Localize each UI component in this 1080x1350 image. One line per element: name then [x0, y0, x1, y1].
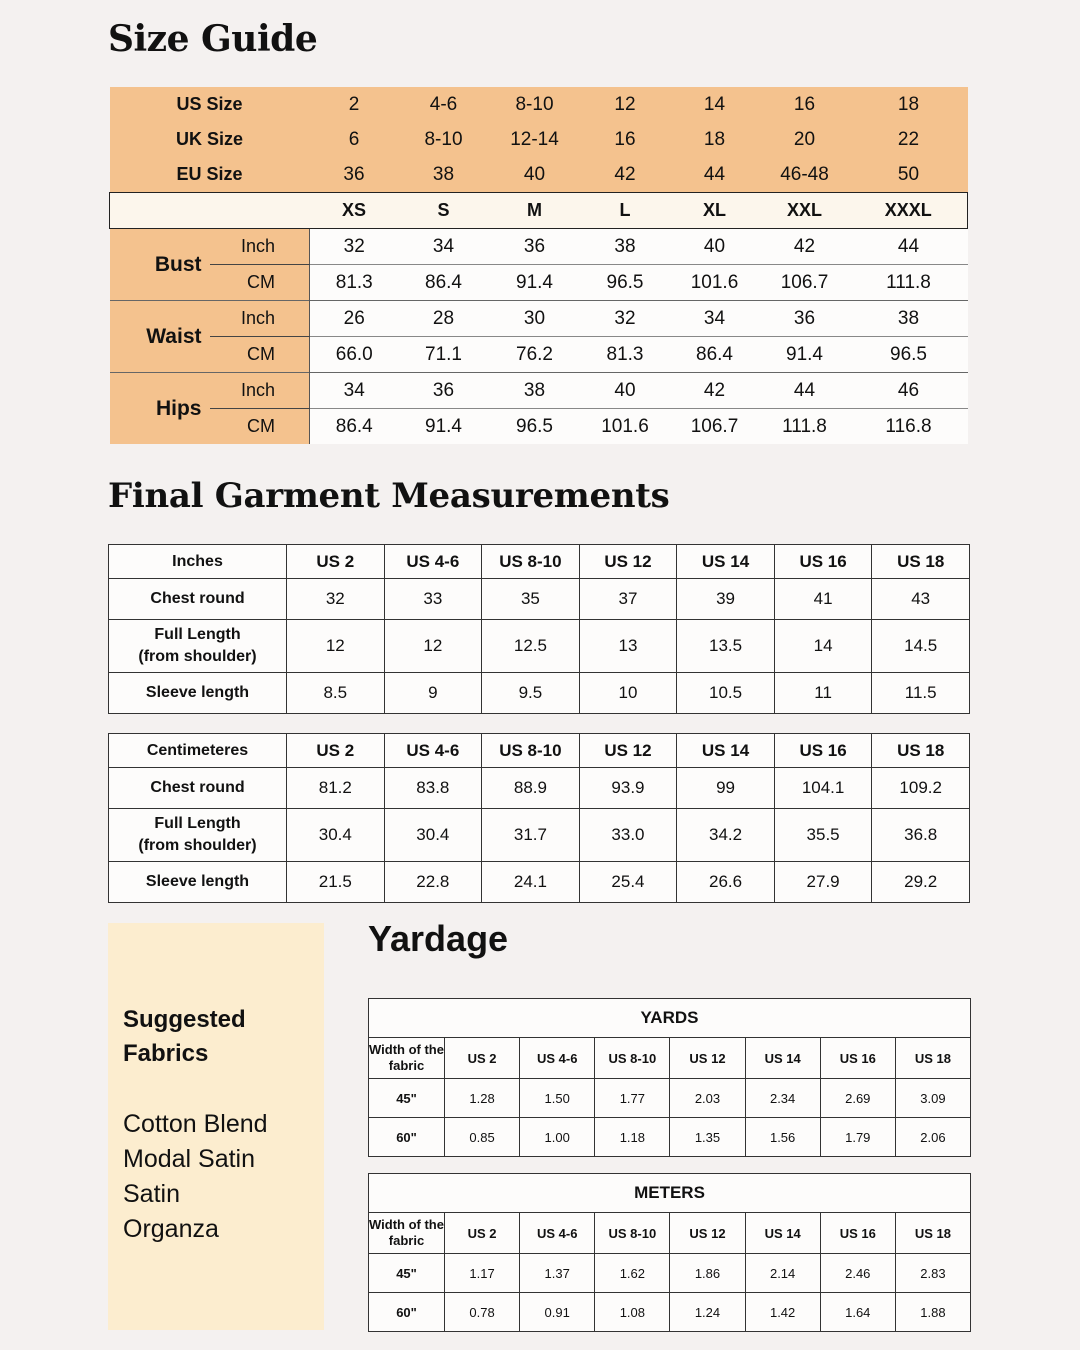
row-label — [109, 579, 287, 620]
fabrics-list — [123, 1107, 268, 1247]
table-cell: 25.4 — [579, 862, 677, 903]
table-cell: 104.1 — [774, 768, 872, 809]
measurement-value: 44 — [850, 229, 968, 265]
table-cell: 29.2 — [872, 862, 970, 903]
measurement-value: 38 — [850, 301, 968, 337]
table-cell: 83.8 — [384, 768, 482, 809]
column-header: US 16 — [820, 1038, 895, 1079]
table-cell: 33.0 — [579, 809, 677, 862]
measurement-value: 42 — [760, 229, 850, 265]
measurement-value: 34 — [310, 373, 399, 409]
table-cell: 2.03 — [670, 1079, 745, 1118]
measurement-value: 28 — [399, 301, 489, 337]
table-cell: 13.5 — [677, 620, 775, 673]
table-cell: 27.9 — [774, 862, 872, 903]
table-cell: 1.42 — [745, 1293, 820, 1332]
size-system-label: US Size — [110, 87, 310, 122]
table-cell: 1.79 — [820, 1118, 895, 1157]
row-label-line2: (from shoulder) — [138, 648, 257, 665]
measurement-value: 86.4 — [399, 265, 489, 301]
measurement-value: 91.4 — [399, 409, 489, 445]
column-header: US 12 — [579, 545, 677, 579]
row-label-line1: Chest round — [150, 590, 245, 607]
yardage-meters-table — [368, 1173, 971, 1332]
table-cell: 1.28 — [445, 1079, 520, 1118]
size-value-cell: 42 — [581, 157, 670, 193]
column-header: US 2 — [287, 545, 385, 579]
size-value-cell: 16 — [581, 122, 670, 157]
header-row — [369, 1213, 971, 1254]
table-cell: 1.62 — [595, 1254, 670, 1293]
table-caption: YARDS — [369, 999, 971, 1038]
size-value-cell: 2 — [310, 87, 399, 122]
column-header: US 16 — [774, 734, 872, 768]
fabrics-title-line2: Fabrics — [123, 1040, 209, 1067]
table-cell: 14.5 — [872, 620, 970, 673]
unit-label-inch: Inch — [210, 373, 310, 409]
row-label-line1: Full Length — [154, 815, 241, 832]
size-system-label: UK Size — [110, 122, 310, 157]
caption-row — [369, 999, 971, 1038]
table-cell: 1.17 — [445, 1254, 520, 1293]
size-value-cell: 46-48 — [760, 157, 850, 193]
header-row — [369, 1038, 971, 1079]
measurement-value: 101.6 — [581, 409, 670, 445]
size-value-cell: 50 — [850, 157, 968, 193]
column-header: US 16 — [820, 1213, 895, 1254]
size-system-row — [110, 87, 968, 122]
measurement-value: 106.7 — [760, 265, 850, 301]
table-cell: 1.77 — [595, 1079, 670, 1118]
yardage-title: Yardage — [368, 918, 509, 959]
column-header: US 18 — [895, 1038, 970, 1079]
measurement-value: 91.4 — [489, 265, 581, 301]
size-system-row — [110, 157, 968, 193]
table-cell: 1.86 — [670, 1254, 745, 1293]
table-cell: 99 — [677, 768, 775, 809]
table-cell: 33 — [384, 579, 482, 620]
table-cell: 10 — [579, 673, 677, 714]
column-header: US 12 — [670, 1213, 745, 1254]
letter-size-cell: L — [581, 193, 670, 229]
yardage-yards-table — [368, 998, 971, 1157]
measurement-value: 40 — [670, 229, 760, 265]
size-value-cell: 12-14 — [489, 122, 581, 157]
row-label-line1: Full Length — [154, 626, 241, 643]
letter-size-cell: S — [399, 193, 489, 229]
measurement-value: 26 — [310, 301, 399, 337]
table-row — [369, 1254, 971, 1293]
table-cell: 0.85 — [445, 1118, 520, 1157]
table-cell: 10.5 — [677, 673, 775, 714]
fabric-item: Modal Satin — [123, 1145, 256, 1173]
size-guide-title: Size Guide — [108, 18, 318, 60]
size-value-cell: 20 — [760, 122, 850, 157]
table-cell: 1.24 — [670, 1293, 745, 1332]
column-header: US 14 — [745, 1038, 820, 1079]
table-cell: 14 — [774, 620, 872, 673]
measurement-cm-row — [110, 265, 968, 301]
size-value-cell: 18 — [850, 87, 968, 122]
table-cell: 39 — [677, 579, 775, 620]
letter-size-cell: XXXL — [850, 193, 968, 229]
measurement-value: 71.1 — [399, 337, 489, 373]
table-cell: 37 — [579, 579, 677, 620]
size-value-cell: 12 — [581, 87, 670, 122]
final-garment-cm-table — [108, 733, 970, 903]
measurement-value: 42 — [670, 373, 760, 409]
column-header: US 8-10 — [482, 545, 580, 579]
table-cell: 2.69 — [820, 1079, 895, 1118]
table-row — [109, 579, 970, 620]
letter-size-cell: M — [489, 193, 581, 229]
column-header: US 14 — [677, 545, 775, 579]
measurement-value: 30 — [489, 301, 581, 337]
table-cell: 2.06 — [895, 1118, 970, 1157]
measurement-value: 32 — [310, 229, 399, 265]
column-header: US 8-10 — [595, 1038, 670, 1079]
unit-label-cm: CM — [210, 337, 310, 373]
suggested-fabrics-title — [123, 1003, 246, 1071]
table-row — [369, 1118, 971, 1157]
fabrics-title-line1: Suggested — [123, 1006, 246, 1033]
fabric-item: Organza — [123, 1215, 219, 1243]
width-label-cell — [369, 1038, 445, 1079]
table-cell: 1.50 — [520, 1079, 595, 1118]
measurement-cm-row — [110, 337, 968, 373]
measurement-value: 38 — [489, 373, 581, 409]
table-cell: 43 — [872, 579, 970, 620]
measurement-value: 86.4 — [670, 337, 760, 373]
measurement-value: 111.8 — [760, 409, 850, 445]
column-header: US 4-6 — [520, 1213, 595, 1254]
table-row — [109, 809, 970, 862]
table-cell: 21.5 — [287, 862, 385, 903]
measurement-value: 106.7 — [670, 409, 760, 445]
measurement-value: 101.6 — [670, 265, 760, 301]
column-header: US 16 — [774, 545, 872, 579]
row-label: 45" — [369, 1079, 445, 1118]
table-cell: 1.37 — [520, 1254, 595, 1293]
fabric-item: Satin — [123, 1180, 180, 1208]
letter-size-cell: XL — [670, 193, 760, 229]
letter-size-blank — [110, 193, 310, 229]
measurement-value: 36 — [489, 229, 581, 265]
row-label — [109, 620, 287, 673]
size-value-cell: 6 — [310, 122, 399, 157]
table-cell: 32 — [287, 579, 385, 620]
size-value-cell: 18 — [670, 122, 760, 157]
final-garment-inches-table — [108, 544, 970, 714]
table-cell: 9 — [384, 673, 482, 714]
size-value-cell: 36 — [310, 157, 399, 193]
measurement-value: 38 — [581, 229, 670, 265]
header-row — [109, 545, 970, 579]
table-cell: 1.00 — [520, 1118, 595, 1157]
table-cell: 2.14 — [745, 1254, 820, 1293]
measurement-value: 40 — [581, 373, 670, 409]
table-cell: 13 — [579, 620, 677, 673]
column-header: US 12 — [670, 1038, 745, 1079]
table-cell: 36.8 — [872, 809, 970, 862]
measurement-inch-row — [110, 373, 968, 409]
table-cell: 0.91 — [520, 1293, 595, 1332]
column-header: US 4-6 — [384, 734, 482, 768]
row-label-line1: Sleeve length — [145, 684, 250, 701]
row-label — [109, 809, 287, 862]
table-cell: 88.9 — [482, 768, 580, 809]
column-header: US 14 — [745, 1213, 820, 1254]
table-cell: 30.4 — [287, 809, 385, 862]
measurement-value: 111.8 — [850, 265, 968, 301]
measurement-inch-row — [110, 301, 968, 337]
table-cell: 2.46 — [820, 1254, 895, 1293]
column-header: US 14 — [677, 734, 775, 768]
measurement-value: 116.8 — [850, 409, 968, 445]
measurement-name: Hips — [110, 373, 210, 445]
unit-label-inch: Inch — [210, 229, 310, 265]
width-label-cell — [369, 1213, 445, 1254]
measurement-value: 34 — [399, 229, 489, 265]
measurement-value: 36 — [760, 301, 850, 337]
table-cell: 11.5 — [872, 673, 970, 714]
size-guide-table — [109, 87, 968, 444]
column-header: US 12 — [579, 734, 677, 768]
width-label-line1: Width of the — [369, 1217, 444, 1232]
measurement-cm-row — [110, 409, 968, 445]
row-label — [109, 862, 287, 903]
table-cell: 35.5 — [774, 809, 872, 862]
column-header: US 2 — [287, 734, 385, 768]
caption-row — [369, 1174, 971, 1213]
letter-size-cell: XXL — [760, 193, 850, 229]
table-cell: 3.09 — [895, 1079, 970, 1118]
measurement-value: 96.5 — [850, 337, 968, 373]
width-label-line2: fabric — [388, 1058, 425, 1073]
column-header: US 18 — [895, 1213, 970, 1254]
fabric-item: Cotton Blend — [123, 1110, 268, 1138]
size-system-label: EU Size — [110, 157, 310, 193]
column-header: US 4-6 — [520, 1038, 595, 1079]
table-cell: 8.5 — [287, 673, 385, 714]
measurement-value: 81.3 — [581, 337, 670, 373]
table-cell: 31.7 — [482, 809, 580, 862]
table-cell: 109.2 — [872, 768, 970, 809]
row-label: 60" — [369, 1118, 445, 1157]
size-value-cell: 40 — [489, 157, 581, 193]
measurement-value: 86.4 — [310, 409, 399, 445]
row-label — [109, 673, 287, 714]
size-value-cell: 16 — [760, 87, 850, 122]
table-cell: 24.1 — [482, 862, 580, 903]
table-caption: METERS — [369, 1174, 971, 1213]
table-cell: 1.88 — [895, 1293, 970, 1332]
unit-header-cell: Centimeteres — [109, 734, 287, 768]
table-cell: 12 — [287, 620, 385, 673]
table-cell: 0.78 — [445, 1293, 520, 1332]
table-cell: 9.5 — [482, 673, 580, 714]
row-label — [109, 768, 287, 809]
size-value-cell: 14 — [670, 87, 760, 122]
table-row — [109, 862, 970, 903]
unit-header-cell: Inches — [109, 545, 287, 579]
size-system-row — [110, 122, 968, 157]
table-cell: 1.56 — [745, 1118, 820, 1157]
table-row — [109, 673, 970, 714]
table-row — [109, 620, 970, 673]
row-label-line1: Chest round — [150, 779, 245, 796]
table-cell: 1.35 — [670, 1118, 745, 1157]
final-garment-title: Final Garment Measurements — [108, 476, 670, 516]
unit-label-cm: CM — [210, 409, 310, 445]
table-cell: 12.5 — [482, 620, 580, 673]
measurement-inch-row — [110, 229, 968, 265]
measurement-value: 32 — [581, 301, 670, 337]
measurement-value: 34 — [670, 301, 760, 337]
unit-label-inch: Inch — [210, 301, 310, 337]
size-value-cell: 44 — [670, 157, 760, 193]
table-cell: 26.6 — [677, 862, 775, 903]
table-row — [369, 1293, 971, 1332]
header-row — [109, 734, 970, 768]
size-value-cell: 8-10 — [399, 122, 489, 157]
width-label-line2: fabric — [388, 1233, 425, 1248]
letter-size-row — [110, 193, 968, 229]
size-value-cell: 8-10 — [489, 87, 581, 122]
measurement-value: 91.4 — [760, 337, 850, 373]
table-cell: 1.08 — [595, 1293, 670, 1332]
column-header: US 18 — [872, 734, 970, 768]
unit-label-cm: CM — [210, 265, 310, 301]
measurement-value: 66.0 — [310, 337, 399, 373]
table-cell: 34.2 — [677, 809, 775, 862]
measurement-value: 81.3 — [310, 265, 399, 301]
suggested-fabrics-panel — [108, 923, 324, 1330]
column-header: US 18 — [872, 545, 970, 579]
row-label: 60" — [369, 1293, 445, 1332]
row-label: 45" — [369, 1254, 445, 1293]
table-cell: 35 — [482, 579, 580, 620]
table-cell: 41 — [774, 579, 872, 620]
size-value-cell: 22 — [850, 122, 968, 157]
measurement-value: 46 — [850, 373, 968, 409]
measurement-name: Bust — [110, 229, 210, 301]
size-value-cell: 4-6 — [399, 87, 489, 122]
row-label-line1: Sleeve length — [145, 873, 250, 890]
table-row — [369, 1079, 971, 1118]
table-cell: 2.83 — [895, 1254, 970, 1293]
measurement-value: 96.5 — [489, 409, 581, 445]
table-cell: 12 — [384, 620, 482, 673]
measurement-name: Waist — [110, 301, 210, 373]
width-label-line1: Width of the — [369, 1042, 444, 1057]
table-cell: 2.34 — [745, 1079, 820, 1118]
column-header: US 4-6 — [384, 545, 482, 579]
measurement-value: 96.5 — [581, 265, 670, 301]
table-cell: 30.4 — [384, 809, 482, 862]
table-row — [109, 768, 970, 809]
measurement-value: 76.2 — [489, 337, 581, 373]
measurement-value: 36 — [399, 373, 489, 409]
table-cell: 1.64 — [820, 1293, 895, 1332]
column-header: US 8-10 — [482, 734, 580, 768]
table-cell: 11 — [774, 673, 872, 714]
column-header: US 8-10 — [595, 1213, 670, 1254]
table-cell: 1.18 — [595, 1118, 670, 1157]
table-cell: 22.8 — [384, 862, 482, 903]
letter-size-cell: XS — [310, 193, 399, 229]
table-cell: 93.9 — [579, 768, 677, 809]
column-header: US 2 — [445, 1038, 520, 1079]
row-label-line2: (from shoulder) — [138, 837, 257, 854]
column-header: US 2 — [445, 1213, 520, 1254]
table-cell: 81.2 — [287, 768, 385, 809]
measurement-value: 44 — [760, 373, 850, 409]
size-value-cell: 38 — [399, 157, 489, 193]
